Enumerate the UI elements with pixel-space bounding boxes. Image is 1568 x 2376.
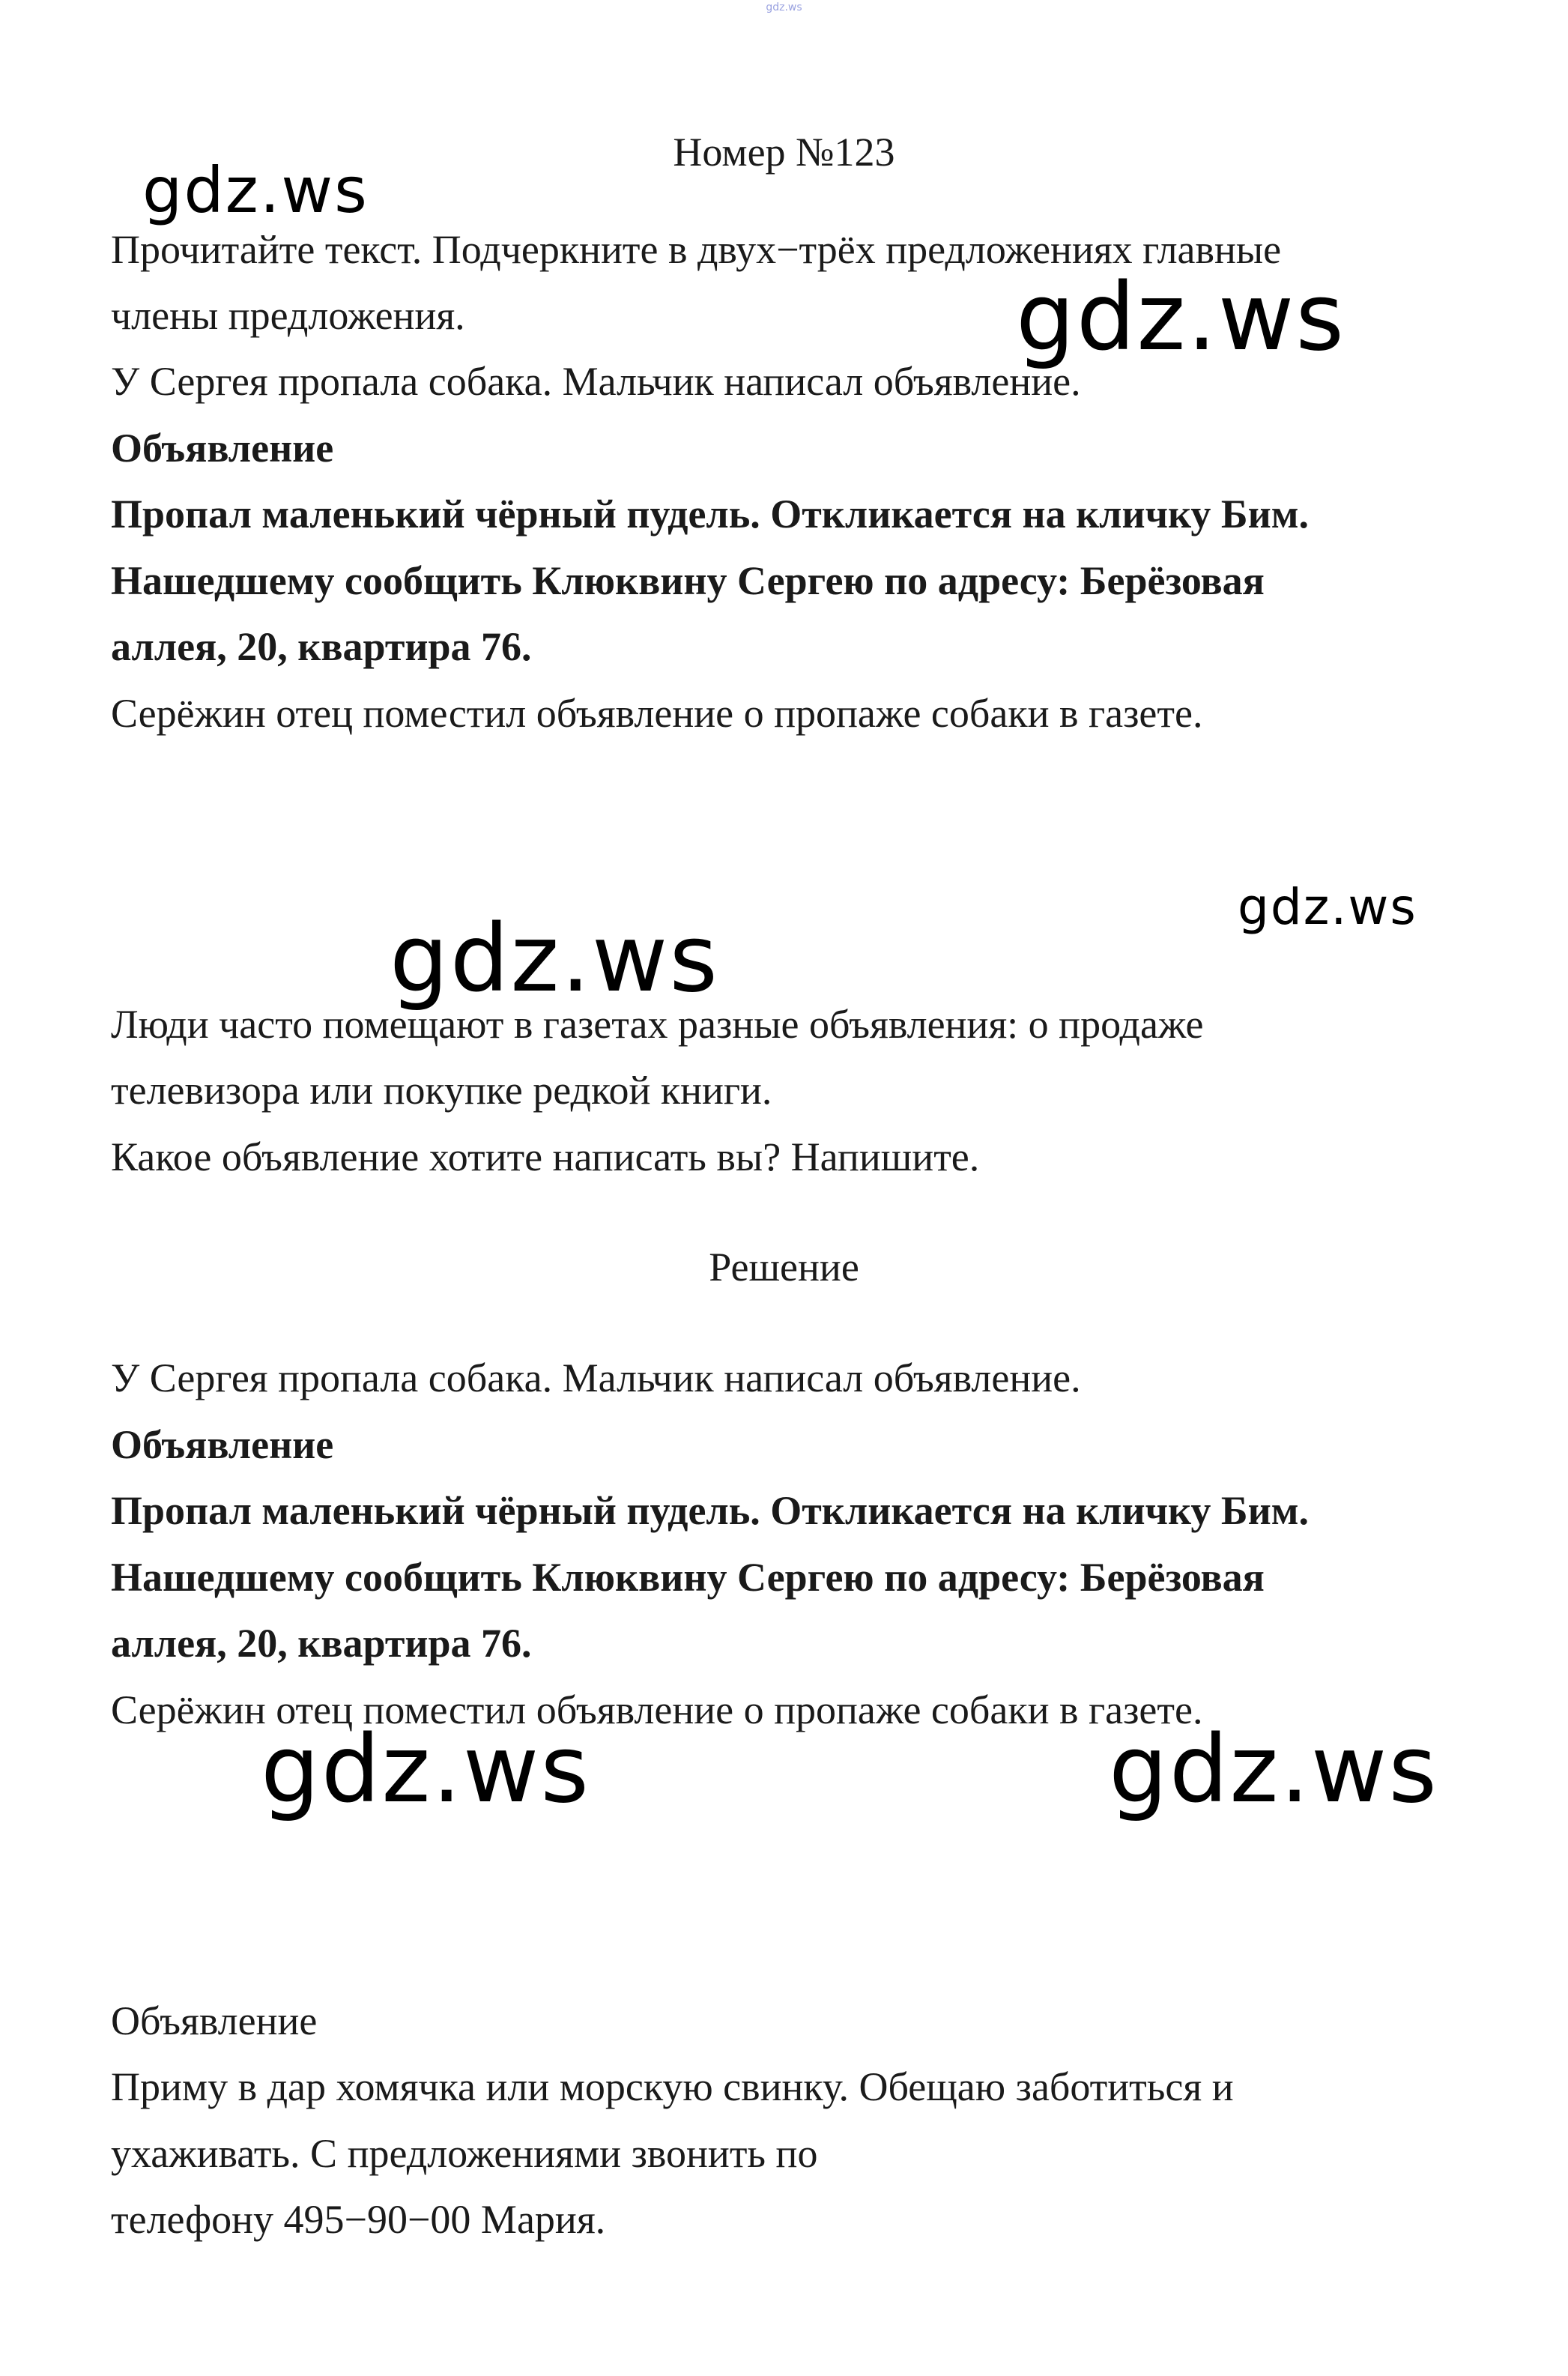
own-ad-heading: Объявление	[111, 1998, 318, 2043]
ad-heading: Объявление	[111, 1422, 334, 1467]
solution-heading: Решение	[709, 1245, 859, 1290]
watermark: gdz.ws	[390, 905, 719, 1013]
task-text-line: Люди часто помещают в газетах разные объявления: о продаже	[111, 1002, 1204, 1047]
watermark: gdz.ws	[1238, 878, 1417, 936]
task-text-line: Какое объявление хотите написать вы? Напишите.	[111, 1134, 980, 1179]
own-ad-text-line: Приму в дар хомячка или морскую свинку. Обещаю заботиться и	[111, 2064, 1234, 2109]
task-text-line: телевизора или покупке редкой книги.	[111, 1068, 772, 1113]
ad-heading: Объявление	[111, 426, 334, 471]
task-text-line: Прочитайте текст. Подчеркните в двух−трёх предложениях главные	[111, 227, 1282, 272]
task-text-line: члены предложения.	[111, 293, 465, 338]
task-text-line: Серёжин отец поместил объявление о пропаже собаки в газете.	[111, 691, 1203, 736]
solution-text-line: У Сергея пропала собака. Мальчик написал объявление.	[111, 1355, 1081, 1400]
ad-text-line: Нашедшему сообщить Клюквину Сергею по адресу: Берёзовая	[111, 1555, 1265, 1600]
ad-text-line: Нашедшему сообщить Клюквину Сергею по адресу: Берёзовая	[111, 558, 1265, 603]
ad-text-line: аллея, 20, квартира 76.	[111, 1621, 532, 1666]
watermark: gdz.ws	[1109, 1716, 1438, 1824]
task-text-line: У Сергея пропала собака. Мальчик написал объявление.	[111, 359, 1081, 404]
ad-text-line: аллея, 20, квартира 76.	[111, 624, 532, 669]
solution-text-line: Серёжин отец поместил объявление о пропаже собаки в газете.	[111, 1687, 1203, 1732]
watermark: gdz.ws	[1016, 264, 1345, 372]
watermark: gdz.ws	[261, 1716, 590, 1824]
own-ad-text-line: ухаживать. С предложениями звонить по	[111, 2131, 818, 2176]
ad-text-line: Пропал маленький чёрный пудель. Откликается на кличку Бим.	[111, 1488, 1309, 1533]
ad-text-line: Пропал маленький чёрный пудель. Откликается на кличку Бим.	[111, 492, 1309, 536]
top-site-label: gdz.ws	[766, 1, 802, 13]
watermark: gdz.ws	[142, 154, 369, 227]
own-ad-text-line: телефону 495−90−00 Мария.	[111, 2197, 606, 2242]
page-title: Номер №123	[673, 130, 895, 175]
